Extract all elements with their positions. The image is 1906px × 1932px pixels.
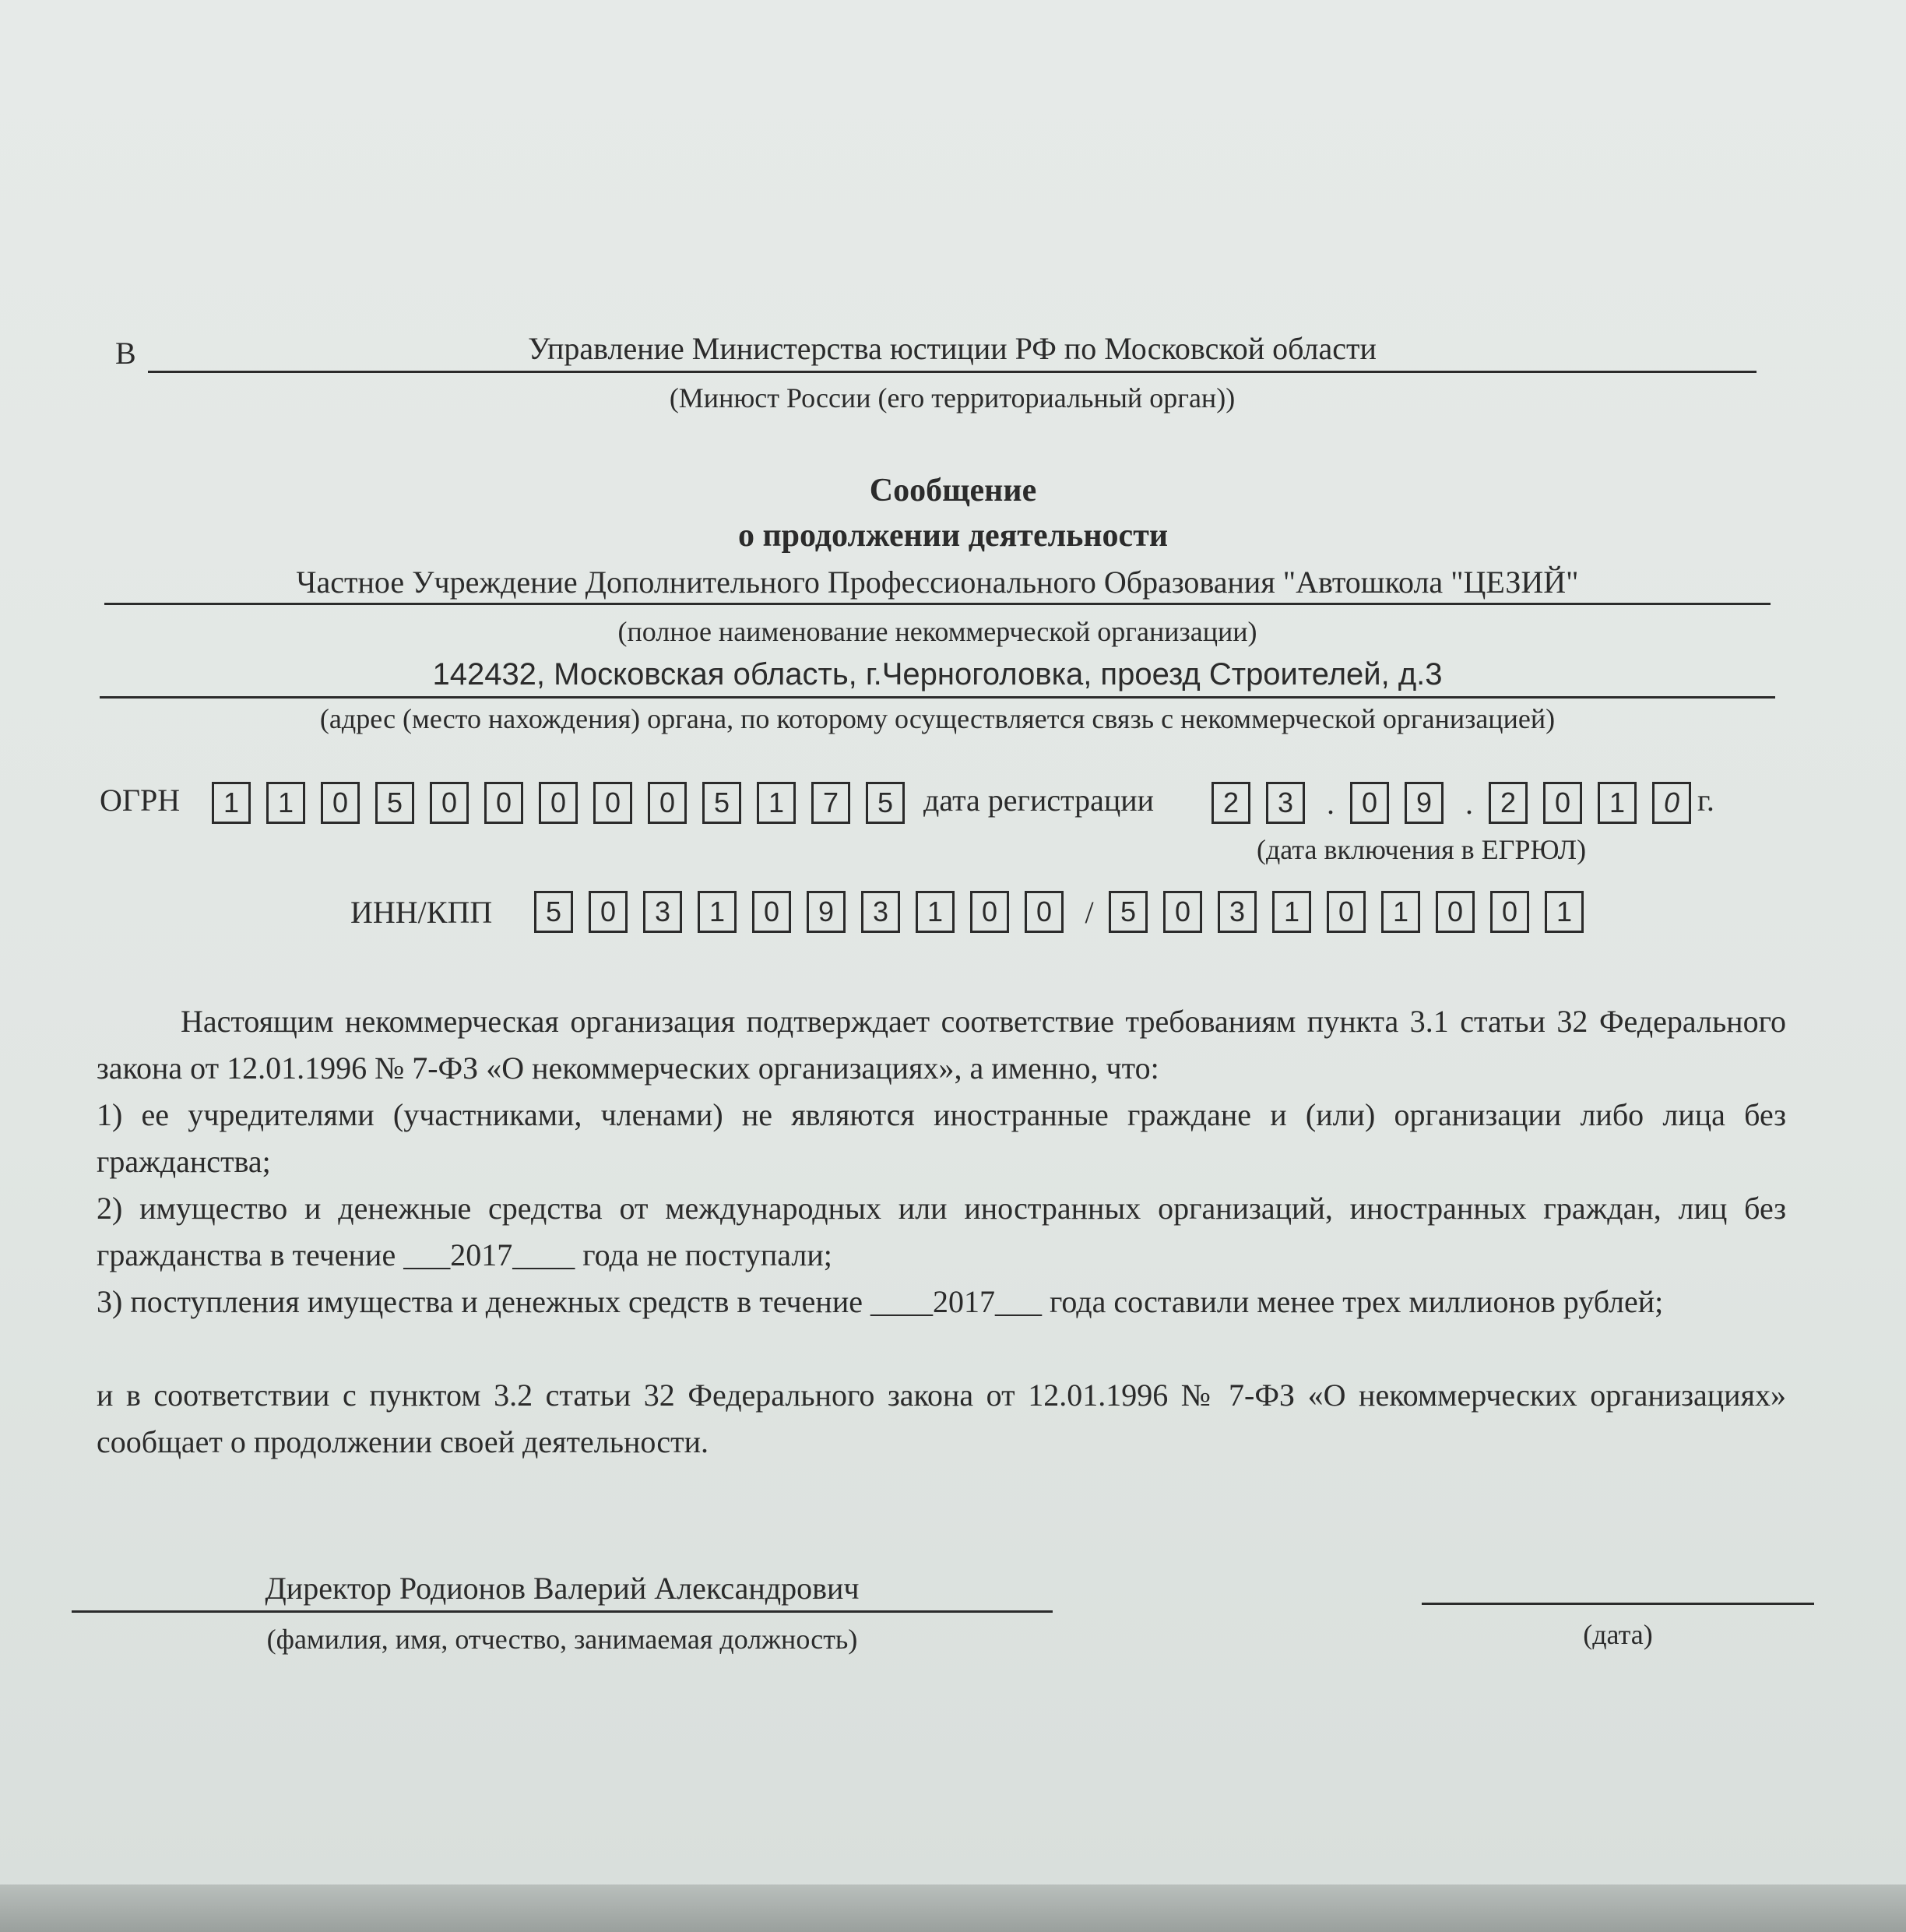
ogrn-digit: 1 xyxy=(757,782,796,824)
doc-title: Сообщение xyxy=(869,473,1037,509)
body-paragraph-intro: Настоящим некоммерческая организация подтверждает соответствие требованиям пункта 3.1 статьи 32 Федерального закона от 12.01.1996 № 7-ФЗ «О некоммерческих организациях», а именно, что: xyxy=(97,1004,1786,1086)
reg-year-digit: 2 xyxy=(1489,782,1528,824)
ogrn-digit: 0 xyxy=(430,782,469,824)
registration-year-suffix: г. xyxy=(1697,783,1714,818)
ogrn-digit: 7 xyxy=(811,782,850,824)
recipient-underline xyxy=(148,371,1757,373)
body-paragraph-1: 1) ее учредителями (участниками, членами) не являются иностранные граждане и (или) организации либо лица без гражданства; xyxy=(97,1097,1786,1179)
body-paragraph-2: 2) имущество и денежные средства от международных или иностранных организаций, иностранных граждан, лиц без гражданства в течение ___2017____ года не поступали; xyxy=(97,1191,1786,1272)
signatory-underline xyxy=(72,1610,1053,1613)
kpp-digit: 5 xyxy=(1109,891,1148,933)
inn-kpp-boxes xyxy=(534,891,1599,933)
reg-day-digit: 2 xyxy=(1211,782,1250,824)
date-underline xyxy=(1422,1603,1814,1605)
reg-year-digit: 1 xyxy=(1598,782,1637,824)
inn-digit: 0 xyxy=(1025,891,1064,933)
organization-hint: (полное наименование некоммерческой организации) xyxy=(617,616,1257,647)
reg-year-digit: 0 xyxy=(1543,782,1582,824)
reg-year-digit: 0 xyxy=(1652,782,1691,824)
organization-name: Частное Учреждение Дополнительного Профессионального Образования "Автошкола "ЦЕЗИЙ" xyxy=(296,565,1579,600)
kpp-digit: 1 xyxy=(1545,891,1584,933)
ogrn-label: ОГРН xyxy=(100,783,181,818)
ogrn-digit: 1 xyxy=(266,782,305,824)
inn-digit: 1 xyxy=(698,891,737,933)
kpp-digit: 0 xyxy=(1327,891,1366,933)
ogrn-digit: 0 xyxy=(321,782,360,824)
ogrn-digit: 0 xyxy=(484,782,523,824)
inn-digit: 5 xyxy=(534,891,573,933)
inn-digit: 0 xyxy=(589,891,628,933)
address-hint: (адрес (место нахождения) органа, по которому осуществляется связь с некоммерческой организацией) xyxy=(319,703,1556,734)
inn-digit: 3 xyxy=(643,891,682,933)
signatory-name: Директор Родионов Валерий Александрович xyxy=(265,1571,860,1606)
ogrn-digit: 0 xyxy=(593,782,632,824)
doc-subtitle: о продолжении деятельности xyxy=(737,518,1169,554)
inn-digit: 0 xyxy=(752,891,791,933)
recipient-hint: (Минюст России (его территориальный орган)) xyxy=(669,382,1236,413)
kpp-digit: 3 xyxy=(1218,891,1257,933)
registration-label: дата регистрации xyxy=(923,783,1155,818)
inn-kpp-label: ИНН/КПП xyxy=(350,895,493,930)
inn-digit: 3 xyxy=(861,891,900,933)
date-hint: (дата) xyxy=(1583,1619,1653,1650)
reg-month-digit: 0 xyxy=(1350,782,1389,824)
ogrn-digit: 0 xyxy=(539,782,578,824)
reg-day-digit: 3 xyxy=(1266,782,1305,824)
ogrn-digit: 0 xyxy=(648,782,687,824)
ogrn-digit: 5 xyxy=(702,782,741,824)
inn-kpp-slash: / xyxy=(1085,894,1094,930)
inn-digit: 9 xyxy=(807,891,846,933)
registration-hint: (дата включения в ЕГРЮЛ) xyxy=(1257,834,1587,865)
kpp-digit: 1 xyxy=(1381,891,1420,933)
ogrn-digit: 1 xyxy=(212,782,251,824)
ogrn-digit: 5 xyxy=(866,782,905,824)
kpp-digit: 1 xyxy=(1272,891,1311,933)
organization-underline xyxy=(104,603,1771,605)
kpp-digit: 0 xyxy=(1436,891,1475,933)
body-paragraph-conclusion: и в соответствии с пунктом 3.2 статьи 32 Федерального закона от 12.01.1996 № 7-ФЗ «О некоммерческих организациях» сообщает о продолжении своей деятельности. xyxy=(97,1378,1786,1459)
desk-surface xyxy=(0,1884,1906,1932)
signatory-hint: (фамилия, имя, отчество, занимаемая должность) xyxy=(266,1624,858,1655)
ogrn-digit: 5 xyxy=(375,782,414,824)
recipient-prefix: В xyxy=(115,336,136,371)
registration-date-boxes xyxy=(1211,782,1707,824)
inn-digit: 1 xyxy=(916,891,955,933)
reg-month-digit: 9 xyxy=(1405,782,1444,824)
inn-digit: 0 xyxy=(970,891,1009,933)
kpp-digit: 0 xyxy=(1490,891,1529,933)
date-dot: . xyxy=(1327,785,1335,821)
date-dot: . xyxy=(1465,785,1473,821)
recipient-name: Управление Министерства юстиции РФ по Московской области xyxy=(528,331,1377,366)
kpp-digit: 0 xyxy=(1163,891,1202,933)
body-paragraph-3: 3) поступления имущества и денежных средств в течение ____2017___ года составили менее трех миллионов рублей; xyxy=(97,1284,1664,1319)
address-underline xyxy=(100,696,1775,699)
organization-address: 142432, Московская область, г.Черноголовка, проезд Строителей, д.3 xyxy=(432,657,1443,692)
ogrn-boxes xyxy=(212,782,920,824)
